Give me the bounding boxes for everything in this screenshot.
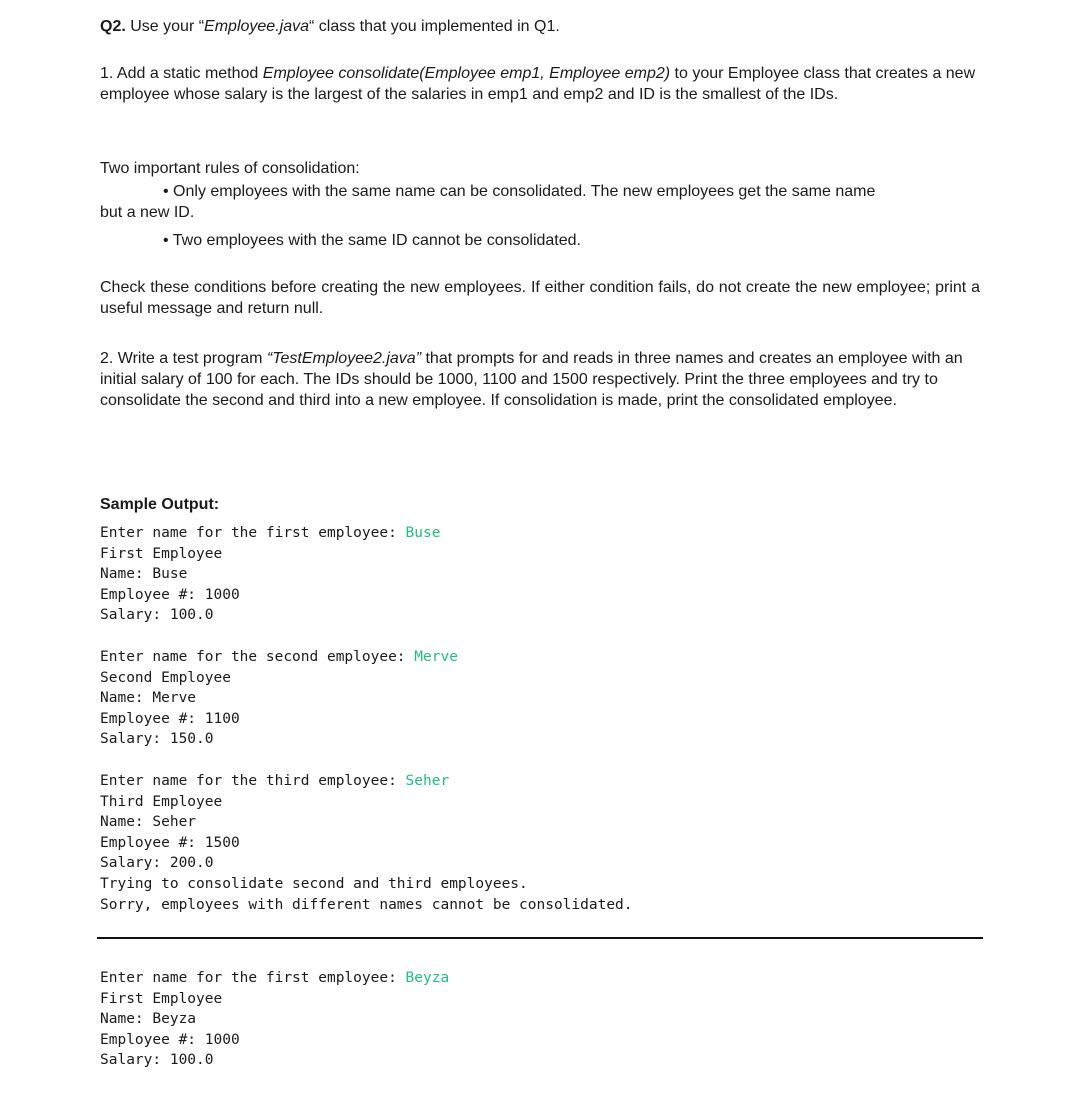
output-2-lines: Second Employee Name: Merve Employee #: 1100 Salary: 150.0 (100, 669, 240, 748)
output-3-user-input: Seher (405, 773, 450, 789)
part1-after: to your Employee class that creates a new employee whose salary is the largest of the salaries in emp1 and emp2 and ID is the smallest of the IDs. (100, 65, 976, 103)
question-label: Q2. (100, 18, 126, 35)
part2-paragraph (100, 348, 985, 411)
output-4-user-input: Beyza (405, 970, 450, 986)
rule-1-end: but a new ID. (100, 204, 195, 221)
question-file-name: Employee.java (204, 18, 309, 35)
output-1-user-input: Buse (405, 525, 441, 541)
part2-file-name: “TestEmployee2.java” (266, 350, 422, 367)
rule-2-text: • Two employees with the same ID cannot be consolidated. (163, 232, 581, 249)
part1-method-signature: Employee consolidate(Employee emp1, Employee emp2) (262, 65, 671, 82)
output-4-lines: First Employee Name: Beyza Employee #: 1000 Salary: 100.0 (100, 990, 240, 1069)
output-block-4 (100, 968, 449, 1071)
output-2-prompt: Enter name for the second employee: (100, 649, 415, 665)
rules-heading: Two important rules of consolidation: (100, 160, 360, 177)
rule-2 (100, 230, 980, 251)
question-text-before: Use your “ (125, 18, 205, 35)
rule-1-start: • Only employees with the same name can be consolidated. The new employees get the same name (163, 183, 876, 200)
output-1-prompt: Enter name for the first employee: (100, 525, 406, 541)
check-paragraph: Check these conditions before creating the new employees. If either condition fails, do not create the new employee; print a useful message and return null. (100, 279, 980, 317)
rule-1 (100, 181, 980, 223)
part1-paragraph (100, 63, 980, 105)
output-3-lines: Third Employee Name: Seher Employee #: 1500 Salary: 200.0 Trying to consolidate second and third employees. Sorry, employees with different names cannot be consolidated. (100, 793, 633, 913)
output-block-2 (100, 647, 458, 750)
output-block-1 (100, 523, 440, 626)
output-1-lines: First Employee Name: Buse Employee #: 1000 Salary: 100.0 (100, 545, 240, 624)
sample-output-heading: Sample Output: (100, 496, 220, 513)
part1-before: 1. Add a static method (100, 65, 263, 82)
output-2-user-input: Merve (414, 649, 458, 665)
question-text-after: “ class that you implemented in Q1. (309, 18, 560, 35)
part2-before: 2. Write a test program (100, 350, 267, 367)
part2-after: that prompts for and reads in three names and creates an employee with an initial salary of 100 for each. The IDs should be 1000, 1100 and 1500 respectively. Print the three employees and try to consolidate the second and third into a new employee. If consolidation is made, print the consolidated employee. (100, 350, 963, 409)
output-4-prompt: Enter name for the first employee: (100, 970, 406, 986)
output-block-3 (100, 771, 633, 915)
question-title (100, 16, 985, 37)
section-divider (97, 937, 983, 939)
output-3-prompt: Enter name for the third employee: (100, 773, 406, 789)
